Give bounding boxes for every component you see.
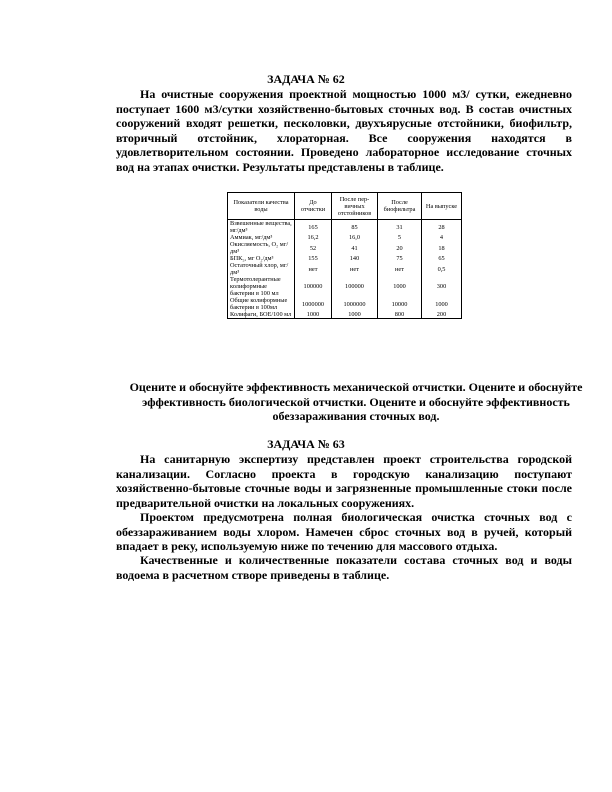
table-cell-indicator: Общие колиформные бактерии в 100мл bbox=[228, 297, 295, 311]
header-outlet: На выпуске bbox=[422, 193, 462, 220]
table-cell-value: 75 bbox=[378, 255, 422, 262]
table-header-row bbox=[228, 193, 462, 220]
table-row bbox=[228, 276, 462, 297]
table-cell-value: 10000 bbox=[378, 297, 422, 311]
table-cell-value: 1000 bbox=[295, 311, 332, 319]
table-cell-value: 1000000 bbox=[332, 297, 378, 311]
table-cell-indicator: Термотолерантные колиформные бактерии в 100 мл bbox=[228, 276, 295, 297]
table-cell-value: 200 bbox=[422, 311, 462, 319]
table-cell-value: 52 bbox=[295, 241, 332, 255]
task62-question: Оцените и обоснуйте эффективность механической отчистки. Оцените и обоснуйте эффективность биологической отчистки. Оцените и обоснуйте эффективность обеззараживания сточных вод. bbox=[129, 380, 583, 424]
table-cell-value: 100000 bbox=[295, 276, 332, 297]
table-cell-value: 18 bbox=[422, 241, 462, 255]
table-cell-value: 0,5 bbox=[422, 262, 462, 276]
header-after-primary: После пер-вичных отстойников bbox=[332, 193, 378, 220]
table-row bbox=[228, 311, 462, 319]
results-table bbox=[227, 192, 462, 319]
table-row bbox=[228, 220, 462, 235]
header-before: До отчистки bbox=[295, 193, 332, 220]
table-cell-value: 65 bbox=[422, 255, 462, 262]
table-cell-value: 1000 bbox=[332, 311, 378, 319]
table-row bbox=[228, 255, 462, 262]
task62-title: ЗАДАЧА № 62 bbox=[267, 72, 345, 86]
table-cell-value: 20 bbox=[378, 241, 422, 255]
table-cell-value: нет bbox=[378, 262, 422, 276]
table-cell-value: нет bbox=[295, 262, 332, 276]
table-cell-value: 165 bbox=[295, 220, 332, 235]
header-indicator: Показатели качества воды bbox=[228, 193, 295, 220]
table-cell-value: 1000 bbox=[422, 297, 462, 311]
table-cell-value: 155 bbox=[295, 255, 332, 262]
table-cell-value: 5 bbox=[378, 234, 422, 241]
table-cell-indicator: БПК₅, мг О₂/дм³ bbox=[228, 255, 295, 262]
table-cell-value: 16,0 bbox=[332, 234, 378, 241]
table-cell-indicator: Колифаги, БОЕ/100 мл bbox=[228, 311, 295, 319]
table-cell-value: 800 bbox=[378, 311, 422, 319]
task63-paragraph-1: На санитарную экспертизу представлен проект строительства городской канализации. Согласно проекта в городскую канализацию поступают хозяйственно-бытовые сточные воды и загрязненные промышленные стоки после предварительной очистки на локальных сооружениях. bbox=[116, 452, 572, 510]
table-row bbox=[228, 297, 462, 311]
table-cell-value: 85 bbox=[332, 220, 378, 235]
table-row bbox=[228, 262, 462, 276]
table-cell-value: 140 bbox=[332, 255, 378, 262]
table-cell-value: нет bbox=[332, 262, 378, 276]
task63-paragraph-3: Качественные и количественные показатели состава сточных вод и воды водоема в расчетном створе приведены в таблице. bbox=[116, 553, 572, 582]
table-cell-value: 41 bbox=[332, 241, 378, 255]
header-after-biofilter: После биофильтра bbox=[378, 193, 422, 220]
task63-paragraph-2: Проектом предусмотрена полная биологическая очистка сточных вод с обеззараживанием воды хлором. Намечен сброс сточных вод в ручей, который впадает в реку, используемую ниже по течению для массового отдыха. bbox=[116, 510, 572, 554]
table-cell-indicator: Окисляемость, О₂ мг/дм³ bbox=[228, 241, 295, 255]
task62-paragraph: На очистные сооружения проектной мощностью 1000 м3/ сутки, ежедневно поступает 1600 м3/сутки хозяйственно-бытовых сточных вод. В состав очистных сооружений входят решетки, песколовки, двухъярусные отстойники, биофильтр, вторичный отстойник, хлораторная. Все сооружения находятся в удовлетворительном состоянии. Проведено лабораторное исследование сточных вод на этапах очистки. Результаты представлены в таблице. bbox=[116, 87, 572, 174]
table-cell-value: 31 bbox=[378, 220, 422, 235]
table-cell-value: 28 bbox=[422, 220, 462, 235]
task63-title: ЗАДАЧА № 63 bbox=[267, 437, 345, 451]
table-row bbox=[228, 241, 462, 255]
table-cell-value: 100000 bbox=[332, 276, 378, 297]
table-cell-value: 1000000 bbox=[295, 297, 332, 311]
table-cell-indicator: Остаточный хлор, мг/дм³ bbox=[228, 262, 295, 276]
table-cell-value: 300 bbox=[422, 276, 462, 297]
table-cell-indicator: Взвешенные вещества, мг/дм³ bbox=[228, 220, 295, 235]
table-cell-indicator: Аммиак, мг/дм³ bbox=[228, 234, 295, 241]
table-cell-value: 4 bbox=[422, 234, 462, 241]
table-cell-value: 1000 bbox=[378, 276, 422, 297]
table-cell-value: 16,2 bbox=[295, 234, 332, 241]
table-row bbox=[228, 234, 462, 241]
